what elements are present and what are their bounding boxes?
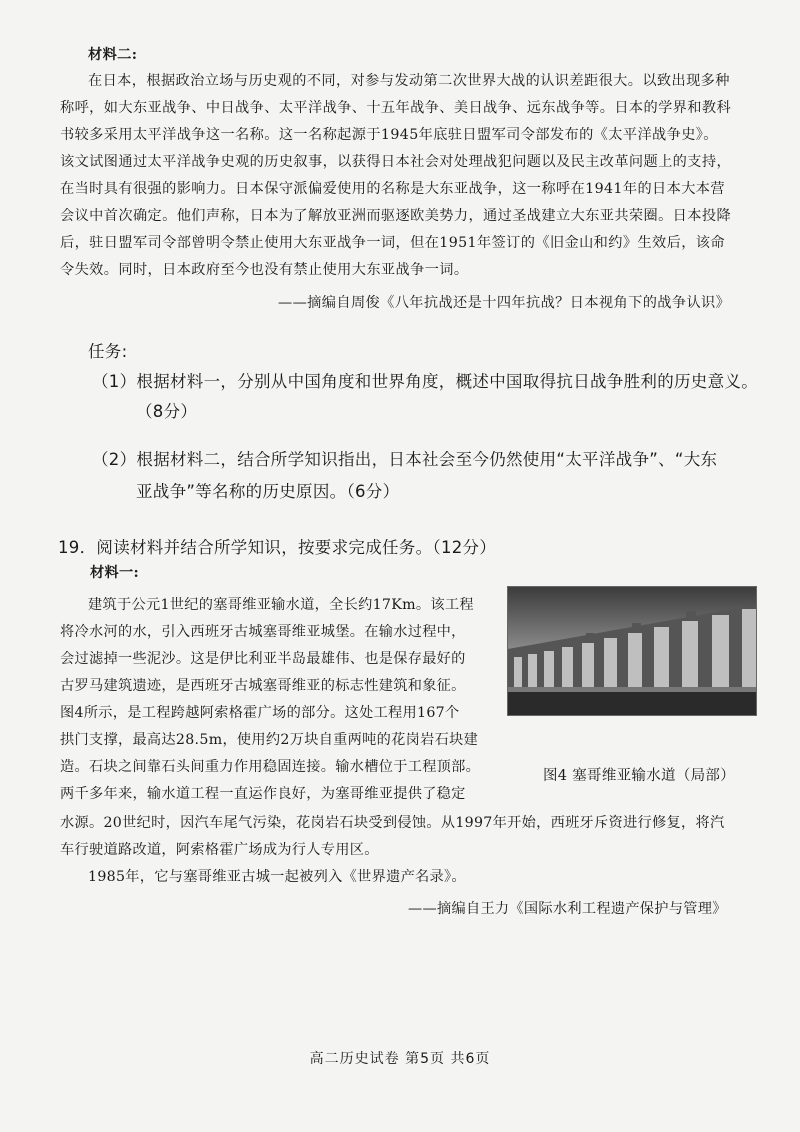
material-one-line: 将冷水河的水，引入西班牙古城塞哥维亚城堡。在输水过程中， <box>60 624 466 640</box>
material-two-heading: 材料二: <box>88 47 138 63</box>
page-footer: 高二历史试卷 第5页 共6页 <box>309 1051 491 1067</box>
task-one-line: （1）根据材料一，分别从中国角度和世界角度，概述中国取得抗日战争胜利的历史意义。 <box>92 372 758 391</box>
task-one-points: （8分） <box>136 402 198 421</box>
material-one-line: 拱门支撑，最高达28.5m，使用约2万块自重两吨的花岗岩石块建 <box>60 732 479 748</box>
material-two-source: ——摘编自周俊《八年抗战还是十四年抗战？日本视角下的战争认识》 <box>278 295 731 311</box>
aqueduct-photo <box>507 586 757 716</box>
material-one-line: 造。石块之间靠石头间重力作用稳固连接。输水槽位于工程顶部。 <box>60 759 481 775</box>
material-two-line: 该文试图通过太平洋战争史观的历史叙事，以获得日本社会对处理战犯问题以及民主改革问题上的支持， <box>60 154 732 170</box>
material-one-line: 建筑于公元1世纪的塞哥维亚输水道，全长约17Km。该工程 <box>88 597 474 613</box>
material-one-line: 古罗马建筑遗迹，是西班牙古城塞哥维亚的标志性建筑和象征。 <box>60 678 466 694</box>
material-one-line: 图4所示，是工程跨越阿索格霍广场的部分。这处工程用167个 <box>60 705 460 721</box>
question-19-title: 19．阅读材料并结合所学知识，按要求完成任务。（12分） <box>58 538 497 557</box>
material-two-line: 在日本，根据政治立场与历史观的不同，对参与发动第二次世界大战的认识差距很大。以致出现多种 <box>88 73 730 89</box>
material-two-line: 后，驻日盟军司令部曾明令禁止使用大东亚战争一词，但在1951年签订的《旧金山和约》生效后，该命 <box>60 235 725 251</box>
material-one-line: 会过滤掉一些泥沙。这是伊比利亚半岛最雄伟、也是保存最好的 <box>60 651 466 667</box>
material-two-line: 书较多采用太平洋战争这一名称。这一名称起源于1945年底驻日盟军司令部发布的《太平洋战争史》。 <box>60 127 718 143</box>
material-two-line: 令失效。同时，日本政府至今也没有禁止使用大东亚战争一词。 <box>60 262 469 278</box>
aqueduct-illustration <box>508 587 756 715</box>
task-two-line-cont: 亚战争”等名称的历史原因。（6分） <box>136 482 400 501</box>
material-two-line: 称呼，如大东亚战争、中日战争、太平洋战争、十五年战争、美日战争、远东战争等。日本的学界和教科 <box>60 100 732 116</box>
material-one-heading: 材料一: <box>90 565 139 581</box>
material-one-line-full: 水源。20世纪时，因汽车尾气污染，花岗岩石块受到侵蚀。从1997年开始，西班牙斥资进行修复，将汽 <box>60 815 725 831</box>
material-one-line-full: 1985年，它与塞哥维亚古城一起被列入《世界遗产名录》。 <box>88 869 466 885</box>
figure-caption: 图4 塞哥维亚输水道（局部） <box>543 768 736 784</box>
task-two-line: （2）根据材料二，结合所学知识指出，日本社会至今仍然使用“太平洋战争”、“大东 <box>92 450 718 469</box>
material-one-line: 两千多年来，输水道工程一直运作良好，为塞哥维亚提供了稳定 <box>60 786 466 802</box>
material-two-line: 会议中首次确定。他们声称，日本为了解放亚洲而驱逐欧美势力，通过圣战建立大东亚共荣圈。日本投降 <box>60 208 732 224</box>
material-one-line-full: 车行驶道路改道，阿索格霍广场成为行人专用区。 <box>60 842 379 858</box>
material-two-line: 在当时具有很强的影响力。日本保守派偏爱使用的名称是大东亚战争，这一称呼在1941年的日本大本营 <box>60 181 725 197</box>
material-one-source: ——摘编自王力《国际水利工程遗产保护与管理》 <box>408 901 727 917</box>
tasks-heading: 任务: <box>88 342 128 361</box>
